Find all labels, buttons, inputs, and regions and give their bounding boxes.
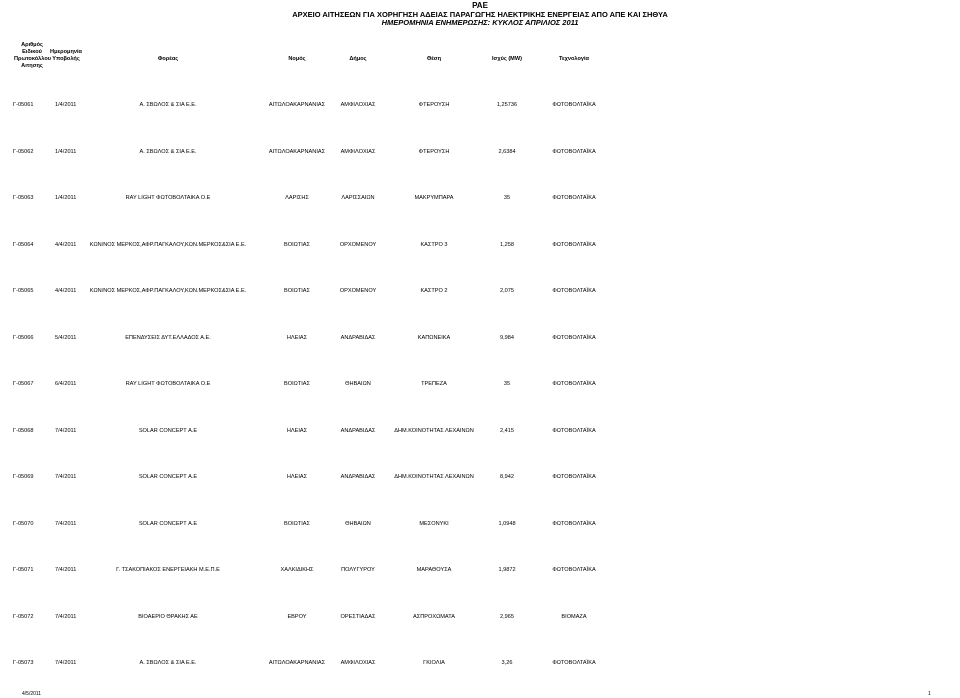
permit-code-cell: Γ-05063 <box>13 195 34 201</box>
technology-cell: ΦΩΤΟΒΟΛΤΑΪΚΑ <box>552 288 596 294</box>
header-title: ΑΡΧΕΙΟ ΑΙΤΗΣΕΩΝ ΓΙΑ ΧΟΡΗΓΗΣΗ ΑΔΕΙΑΣ ΠΑΡΑΓΩΓΗΣ ΗΛΕΚΤΡΙΚΗΣ ΕΝΕΡΓΕΙΑΣ ΑΠΟ ΑΠΕ ΚΑΙ ΣΗΘΥΑ <box>292 10 668 19</box>
entity-name-cell: Α. ΣΒΩΛΟΣ & ΣΙΑ Ε.Ε. <box>139 660 197 666</box>
entity-name-cell: RAY LIGHT ΦΩΤΟΒΟΛΤΑΙΚΑ Ο.Ε <box>125 195 211 201</box>
submission-date-cell: 7/4/2011 <box>55 474 77 480</box>
table-row <box>0 242 960 252</box>
prefecture-cell: ΧΑΛΚΙΔΙΚΗΣ <box>280 567 314 573</box>
col-header-date: Ημερομηνία Υποβολής <box>50 49 82 62</box>
submission-date-cell: 1/4/2011 <box>55 149 77 155</box>
site-location-cell: ΤΡΕΠΕΖΑ <box>421 381 447 387</box>
submission-date-cell: 7/4/2011 <box>55 428 77 434</box>
municipality-cell: ΑΝΔΡΑΒΙΔΑΣ <box>340 428 376 434</box>
site-location-cell: ΔΗΜ.ΚΟΙΝΟΤΗΤΑΣ ΛΕΧΑΙΝΩΝ <box>394 474 474 480</box>
entity-name-cell: SOLAR CONCEPT Α.Ε <box>138 521 198 527</box>
submission-date-cell: 4/4/2011 <box>55 288 77 294</box>
permit-code-cell: Γ-05067 <box>13 381 34 387</box>
technology-cell: ΒΙΟΜΑΖΑ <box>561 614 587 620</box>
technology-cell: ΦΩΤΟΒΟΛΤΑΪΚΑ <box>552 102 596 108</box>
power-mw-cell: 2,415 <box>500 428 514 434</box>
technology-cell: ΦΩΤΟΒΟΛΤΑΪΚΑ <box>552 474 596 480</box>
site-location-cell: ΚΑΠΩΝΕΙΚΑ <box>417 335 451 341</box>
site-location-cell: ΦΤΕΡΟΥΣΗ <box>418 149 450 155</box>
technology-cell: ΦΩΤΟΒΟΛΤΑΪΚΑ <box>552 381 596 387</box>
power-mw-cell: 8,942 <box>500 474 514 480</box>
municipality-cell: ΠΟΛΥΓΥΡΟΥ <box>341 567 375 573</box>
power-mw-cell: 1,9872 <box>498 567 516 573</box>
power-mw-cell: 35 <box>503 195 511 201</box>
header-update-date: ΗΜΕΡΟΜΗΝΙΑ ΕΝΗΜΕΡΩΣΗΣ: ΚΥΚΛΟΣ ΑΠΡΙΛΙΟΣ 2011 <box>381 18 579 27</box>
entity-name-cell: RAY LIGHT ΦΩΤΟΒΟΛΤΑΙΚΑ Ο.Ε <box>125 381 211 387</box>
prefecture-cell: ΗΛΕΙΑΣ <box>286 474 308 480</box>
entity-name-cell: ΚΩΝ/ΝΟΣ ΜΕΡΚΟΣ,ΑΦΡ.ΠΑΓΚΑΛΟΥ,ΚΩΝ.ΜΕΡΚΟΣ&ΣΙΑ Ε.Ε. <box>89 242 247 248</box>
technology-cell: ΦΩΤΟΒΟΛΤΑΪΚΑ <box>552 567 596 573</box>
table-row <box>0 614 960 624</box>
site-location-cell: ΜΕΣΟΝΥΚΙ <box>419 521 449 527</box>
submission-date-cell: 7/4/2011 <box>55 567 77 573</box>
power-mw-cell: 2,6384 <box>498 149 516 155</box>
technology-cell: ΦΩΤΟΒΟΛΤΑΪΚΑ <box>552 335 596 341</box>
power-mw-cell: 9,984 <box>500 335 514 341</box>
submission-date-cell: 7/4/2011 <box>55 521 77 527</box>
site-location-cell: ΜΑΚΡΥΜΠΑΡΑ <box>414 195 454 201</box>
technology-cell: ΦΩΤΟΒΟΛΤΑΪΚΑ <box>552 149 596 155</box>
prefecture-cell: ΒΟΙΩΤΙΑΣ <box>284 381 310 387</box>
prefecture-cell: ΑΙΤΩΛΟΑΚΑΡΝΑΝΙΑΣ <box>268 102 326 108</box>
municipality-cell: ΑΜΦΙΛΟΧΙΑΣ <box>340 102 376 108</box>
entity-name-cell: Α. ΣΒΩΛΟΣ & ΣΙΑ Ε.Ε. <box>139 102 197 108</box>
permit-code-cell: Γ-05064 <box>13 242 34 248</box>
entity-name-cell: Γ. ΤΣΑΚΟΠΙΑΚΟΣ ΕΝΕΡΓΕΙΑΚΗ Μ.Ε.Π.Ε <box>116 567 220 573</box>
entity-name-cell: SOLAR CONCEPT Α.Ε <box>138 428 198 434</box>
prefecture-cell: ΗΛΕΙΑΣ <box>286 335 308 341</box>
table-row <box>0 149 960 159</box>
municipality-cell: ΟΡΕΣΤΙΑΔΑΣ <box>340 614 376 620</box>
prefecture-cell: ΒΟΙΩΤΙΑΣ <box>284 288 310 294</box>
prefecture-cell: ΑΙΤΩΛΟΑΚΑΡΝΑΝΙΑΣ <box>268 149 326 155</box>
table-row <box>0 195 960 205</box>
prefecture-cell: ΕΒΡΟΥ <box>287 614 307 620</box>
power-mw-cell: 1,258 <box>500 242 514 248</box>
permit-code-cell: Γ-05070 <box>13 521 34 527</box>
prefecture-cell: ΑΙΤΩΛΟΑΚΑΡΝΑΝΙΑΣ <box>268 660 326 666</box>
permit-code-cell: Γ-05069 <box>13 474 34 480</box>
permit-code-cell: Γ-05073 <box>13 660 34 666</box>
site-location-cell: ΚΑΣΤΡΟ 3 <box>420 242 448 248</box>
col-header-site: Θέση <box>426 56 442 62</box>
municipality-cell: ΘΗΒΑΙΩΝ <box>345 381 371 387</box>
submission-date-cell: 6/4/2011 <box>55 381 77 387</box>
municipality-cell: ΛΑΡΙΣΣΑΙΩΝ <box>341 195 375 201</box>
technology-cell: ΦΩΤΟΒΟΛΤΑΪΚΑ <box>552 660 596 666</box>
municipality-cell: ΟΡΧΟΜΕΝΟΥ <box>339 288 377 294</box>
site-location-cell: ΔΗΜ.ΚΟΙΝΟΤΗΤΑΣ ΛΕΧΑΙΝΩΝ <box>394 428 474 434</box>
submission-date-cell: 1/4/2011 <box>55 102 77 108</box>
prefecture-cell: ΒΟΙΩΤΙΑΣ <box>284 242 310 248</box>
municipality-cell: ΑΝΔΡΑΒΙΔΑΣ <box>340 474 376 480</box>
col-header-technology: Τεχνολογία <box>559 56 589 62</box>
table-row <box>0 474 960 484</box>
power-mw-cell: 2,965 <box>500 614 514 620</box>
municipality-cell: ΑΝΔΡΑΒΙΔΑΣ <box>340 335 376 341</box>
municipality-cell: ΑΜΦΙΛΟΧΙΑΣ <box>340 660 376 666</box>
permit-code-cell: Γ-05068 <box>13 428 34 434</box>
table-row <box>0 381 960 391</box>
technology-cell: ΦΩΤΟΒΟΛΤΑΪΚΑ <box>552 242 596 248</box>
permit-code-cell: Γ-05066 <box>13 335 34 341</box>
entity-name-cell: SOLAR CONCEPT Α.Ε <box>138 474 198 480</box>
col-header-prefecture: Νομός <box>288 56 306 62</box>
col-header-power: Ισχύς (MW) <box>492 56 522 62</box>
site-location-cell: ΑΣΠΡΟΧΩΜΑΤΑ <box>413 614 455 620</box>
municipality-cell: ΟΡΧΟΜΕΝΟΥ <box>339 242 377 248</box>
entity-name-cell: ΒΙΟΑΕΡΙΟ ΘΡΑΚΗΣ ΑΕ <box>138 614 198 620</box>
entity-name-cell: Α. ΣΒΩΛΟΣ & ΣΙΑ Ε.Ε. <box>139 149 197 155</box>
col-header-entity: Φορέας <box>157 56 179 62</box>
municipality-cell: ΑΜΦΙΛΟΧΙΑΣ <box>340 149 376 155</box>
submission-date-cell: 7/4/2011 <box>55 660 77 666</box>
prefecture-cell: ΒΟΙΩΤΙΑΣ <box>284 521 310 527</box>
table-row <box>0 521 960 531</box>
permit-code-cell: Γ-05065 <box>13 288 34 294</box>
prefecture-cell: ΛΑΡΙΣΗΣ <box>285 195 309 201</box>
table-row <box>0 660 960 670</box>
entity-name-cell: ΕΠΕΝΔΥΣΕΙΣ ΔΥΤ.ΕΛΛΑΔΟΣ Α.Ε. <box>125 335 211 341</box>
prefecture-cell: ΗΛΕΙΑΣ <box>286 428 308 434</box>
power-mw-cell: 1,0948 <box>498 521 516 527</box>
technology-cell: ΦΩΤΟΒΟΛΤΑΪΚΑ <box>552 195 596 201</box>
footer-page-number: 1 <box>928 691 931 697</box>
municipality-cell: ΘΗΒΑΙΩΝ <box>345 521 371 527</box>
power-mw-cell: 2,075 <box>500 288 514 294</box>
submission-date-cell: 4/4/2011 <box>55 242 77 248</box>
power-mw-cell: 1,25736 <box>496 102 518 108</box>
power-mw-cell: 35 <box>503 381 511 387</box>
footer-date: 4/5/2011 <box>22 691 42 697</box>
technology-cell: ΦΩΤΟΒΟΛΤΑΪΚΑ <box>552 521 596 527</box>
header-org: ΡΑΕ <box>472 1 488 10</box>
power-mw-cell: 3,26 <box>501 660 513 666</box>
submission-date-cell: 5/4/2011 <box>55 335 77 341</box>
table-row <box>0 335 960 345</box>
table-row <box>0 428 960 438</box>
entity-name-cell: ΚΩΝ/ΝΟΣ ΜΕΡΚΟΣ,ΑΦΡ.ΠΑΓΚΑΛΟΥ,ΚΩΝ.ΜΕΡΚΟΣ&ΣΙΑ Ε.Ε. <box>89 288 247 294</box>
table-row <box>0 288 960 298</box>
table-row <box>0 567 960 577</box>
permit-code-cell: Γ-05061 <box>13 102 34 108</box>
submission-date-cell: 7/4/2011 <box>55 614 77 620</box>
site-location-cell: ΦΤΕΡΟΥΣΗ <box>418 102 450 108</box>
permit-code-cell: Γ-05062 <box>13 149 34 155</box>
permit-code-cell: Γ-05071 <box>13 567 34 573</box>
col-header-code: Αριθμός Ειδικού Πρωτοκόλλου Αιτησης <box>14 42 52 69</box>
permit-code-cell: Γ-05072 <box>13 614 34 620</box>
site-location-cell: ΜΑΡΑΘΟΥΣΑ <box>416 567 452 573</box>
technology-cell: ΦΩΤΟΒΟΛΤΑΪΚΑ <box>552 428 596 434</box>
submission-date-cell: 1/4/2011 <box>55 195 77 201</box>
table-row <box>0 102 960 112</box>
col-header-municipality: Δήμος <box>349 56 367 62</box>
site-location-cell: ΓΚΙΟΛΙΑ <box>423 660 445 666</box>
site-location-cell: ΚΑΣΤΡΟ 2 <box>420 288 448 294</box>
